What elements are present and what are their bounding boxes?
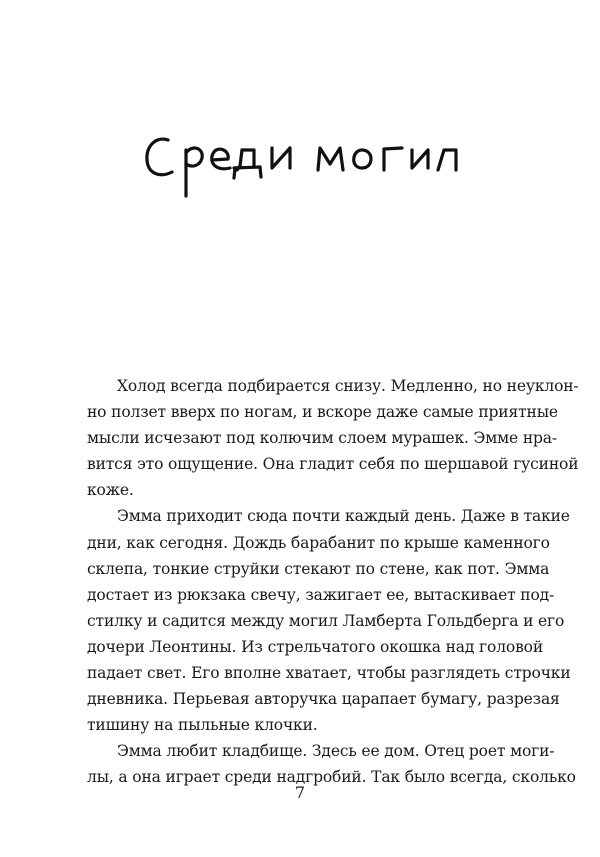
- text-line: вится это ощущение. Она гладит себя по шершавой гусиной: [87, 455, 579, 474]
- text-line: дни, как сегодня. Дождь барабанит по крыше каменного: [87, 533, 550, 552]
- text-line: Эмма любит кладбище. Здесь ее дом. Отец роет моги-: [117, 742, 555, 761]
- text-line: Холод всегда подбирается снизу. Медленно, но неуклон-: [117, 377, 579, 395]
- text-line: лы, а она играет среди надгробий. Так было всегда, сколько: [87, 768, 576, 787]
- text-line: стилку и садится между могил Ламберта Гольдберга и его: [87, 611, 565, 630]
- text-line: тишину на пыльные клочки.: [87, 716, 318, 735]
- text-line: падает свет. Его вполне хватает, чтобы разглядеть строчки: [87, 664, 571, 683]
- text-line: Эмма приходит сюда почти каждый день. Даже в такие: [117, 507, 570, 526]
- text-line: достает из рюкзака свечу, зажигает ее, вытаскивает под-: [87, 585, 555, 604]
- chapter-title: [0, 120, 600, 200]
- page-number: 7: [294, 783, 306, 802]
- text-line: дочери Леонтины. Из стрельчатого окошка над головой: [87, 637, 544, 656]
- text-line: склепа, тонкие струйки стекают по стене, как пот. Эмма: [87, 559, 550, 578]
- handwritten-title-drawing: [140, 120, 460, 200]
- text-line: коже.: [87, 481, 134, 500]
- chapter-title-text: [0, 120, 1, 121]
- body-text: [87, 373, 579, 791]
- text-line: дневника. Перьевая авторучка царапает бумагу, разрезая: [87, 690, 560, 709]
- text-line: мысли исчезают под колючим слоем мурашек. Эмме нра-: [87, 429, 557, 448]
- text-line: но ползет вверх по ногам, и вскоре даже самые приятные: [87, 403, 558, 422]
